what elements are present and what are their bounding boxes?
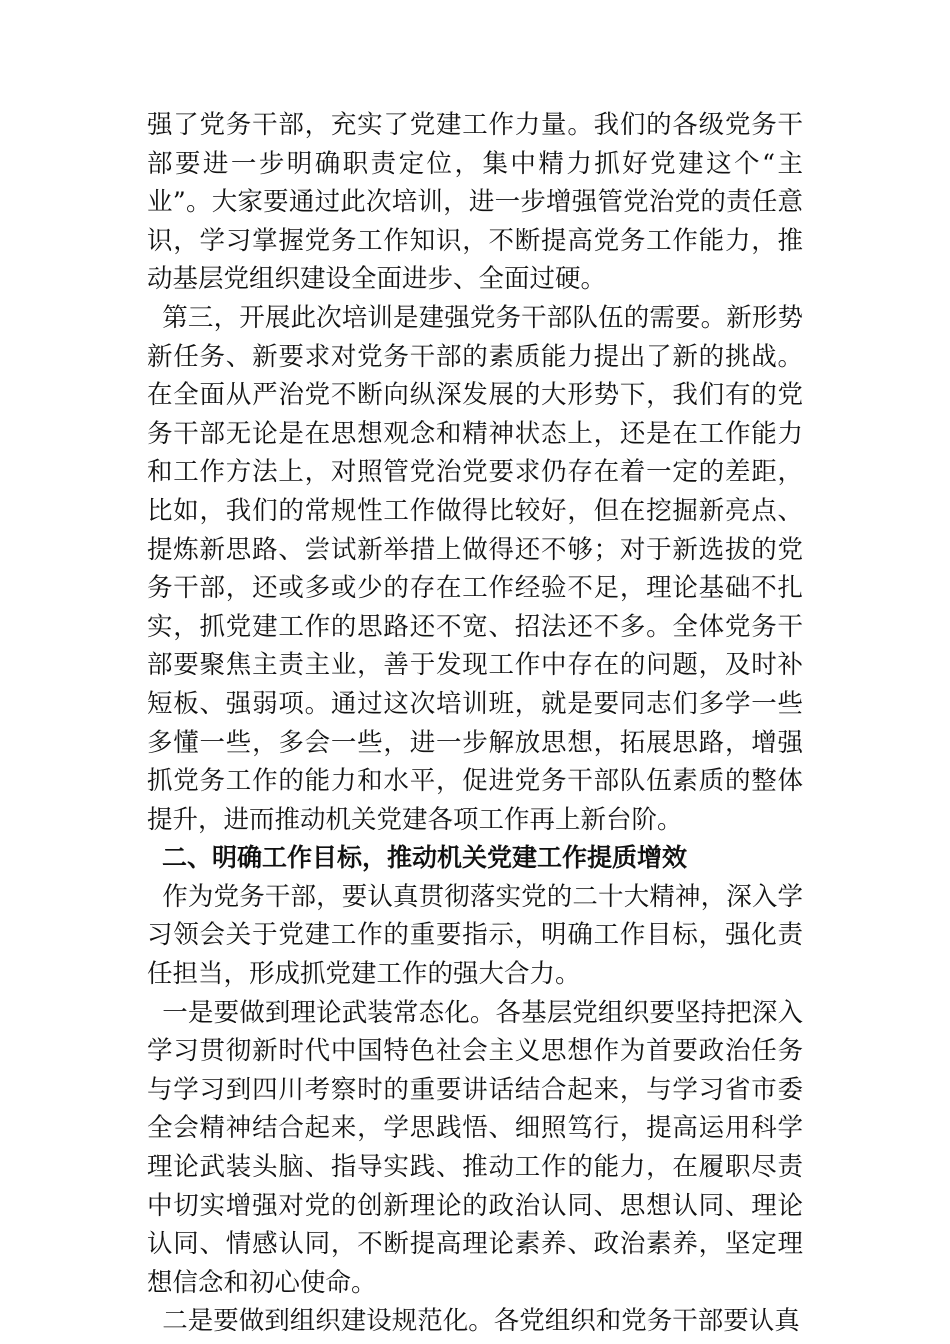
document-page [147,106,803,1341]
paragraph-point-one: 一是要做到理论武装常态化。各基层党组织要坚持把深入学习贯彻新时代中国特色社会主义思想作为首要政治任务与学习到四川考察时的重要讲话结合起来，与学习省市委全会精神结合起来，学思践悟、细照笃行，提高运用科学理论武装头脑、指导实践、推动工作的能力，在履职尽责中切实增强对党的创新理论的政治认同、思想认同、理论认同、情感认同，不断提高理论素养、政治素养，坚定理想信念和初心使命。 [147,997,803,1298]
paragraph-point-two: 二是要做到组织建设规范化。各党组织和党务干部要认真 [162,1306,800,1337]
paragraph-section-intro: 作为党务干部，要认真贯彻落实党的二十大精神，深入学习领会关于党建工作的重要指示，明确工作目标，强化责任担当，形成抓党建工作的强大合力。 [147,881,803,990]
paragraph-third-point: 第三，开展此次培训是建强党务干部队伍的需要。新形势新任务、新要求对党务干部的素质能力提出了新的挑战。在全面从严治党不断向纵深发展的大形势下，我们有的党务干部无论是在思想观念和精神状态上，还是在工作能力和工作方法上，对照管党治党要求仍存在着一定的差距，比如，我们的常规性工作做得比较好，但在挖掘新亮点、提炼新思路、尝试新举措上做得还不够；对于新选拔的党务干部，还或多或少的存在工作经验不足，理论基础不扎实，抓党建工作的思路还不宽、招法还不多。全体党务干部要聚焦主责主业，善于发现工作中存在的问题，及时补短板、强弱项。通过这次培训班，就是要同志们多学一些多懂一些，多会一些，进一步解放思想，拓展思路，增强抓党务工作的能力和水平，促进党务干部队伍素质的整体提升，进而推动机关党建各项工作再上新台阶。 [147,302,803,835]
section-heading: 二、明确工作目标，推动机关党建工作提质增效 [162,843,688,873]
paragraph-continuation: 强了党务干部，充实了党建工作力量。我们的各级党务干部要进一步明确职责定位，集中精力抓好党建这个“主业”。大家要通过此次培训，进一步增强管党治党的责任意识，学习掌握党务工作知识，不断提高党务工作能力，推动基层党组织建设全面进步、全面过硬。 [147,110,803,295]
